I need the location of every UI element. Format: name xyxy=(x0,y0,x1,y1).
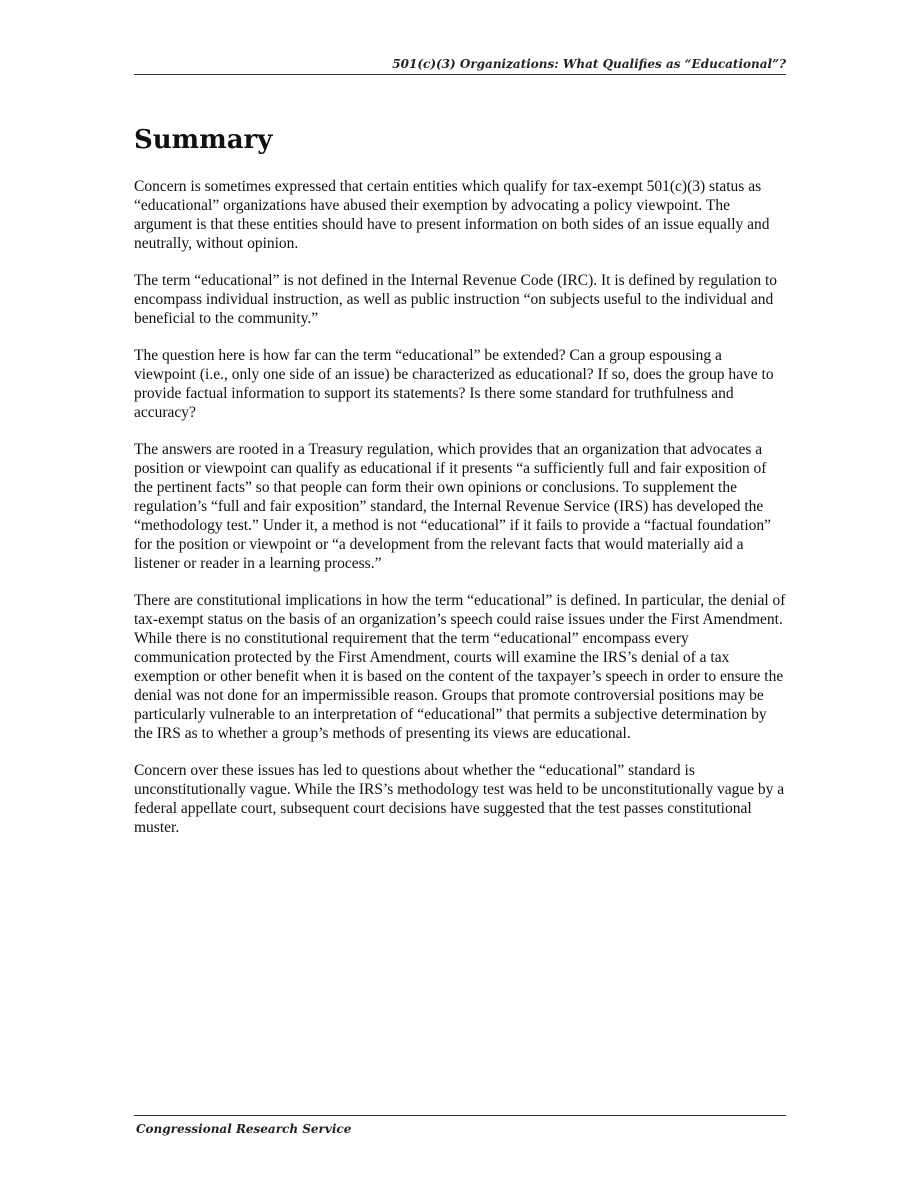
paragraph: The answers are rooted in a Treasury regulation, which provides that an organization that advocates a position or viewpoint can qualify as educational if it presents “a sufficiently full and fair exposition of the pertinent facts” so that people can form their own opinions or conclusions. To supplement the regulation’s “full and fair exposition” standard, the Internal Revenue Service (IRS) has developed the “methodology test.” Under it, a method is not “educational” if it fails to provide a “factual foundation” for the position or viewpoint or “a development from the relevant facts that would materially aid a listener or reader in a learning process.” xyxy=(134,441,772,572)
summary-body xyxy=(134,177,786,855)
paragraph: Concern over these issues has led to questions about whether the “educational” standard is unconstitutionally vague. While the IRS’s methodology test was held to be unconstitutionally vague by a federal appellate court, subsequent court decisions have suggested that the test passes constitutional muster. xyxy=(134,762,785,836)
paragraph: The question here is how far can the term “educational” be extended? Can a group espousing a viewpoint (i.e., only one side of an issue) be characterized as educational? If so, does the group have to provide factual information to support its statements? Is there some standard for truthfulness and accuracy? xyxy=(134,347,774,421)
footer-divider xyxy=(134,1115,786,1116)
header-divider xyxy=(134,74,786,75)
paragraph: There are constitutional implications in how the term “educational” is defined. In particular, the denial of tax-exempt status on the basis of an organization’s speech could raise issues under the First Amendment. While there is no constitutional requirement that the term “educational” encompass every communication protected by the First Amendment, courts will examine the IRS’s denial of a tax exemption or other benefit when it is based on the content of the taxpayer’s speech in order to ensure the denial was not done for an impermissible reason. Groups that promote controversial positions may be particularly vulnerable to an interpretation of “educational” that permits a subjective determination by the IRS as to whether a group’s methods of presenting its views are educational. xyxy=(134,592,786,742)
paragraph: The term “educational” is not defined in the Internal Revenue Code (IRC). It is defined by regulation to encompass individual instruction, as well as public instruction “on subjects useful to the individual and beneficial to the community.” xyxy=(134,272,778,327)
footer-publisher: Congressional Research Service xyxy=(136,1122,352,1136)
section-title: Summary xyxy=(134,125,273,155)
running-header: 501(c)(3) Organizations: What Qualifies as “Educational”? xyxy=(392,57,786,71)
paragraph: Concern is sometimes expressed that certain entities which qualify for tax-exempt 501(c)(3) status as “educational” organizations have abused their exemption by advocating a policy viewpoint. The argument is that these entities should have to present information on both sides of an issue equally and neutrally, without opinion. xyxy=(134,178,770,252)
